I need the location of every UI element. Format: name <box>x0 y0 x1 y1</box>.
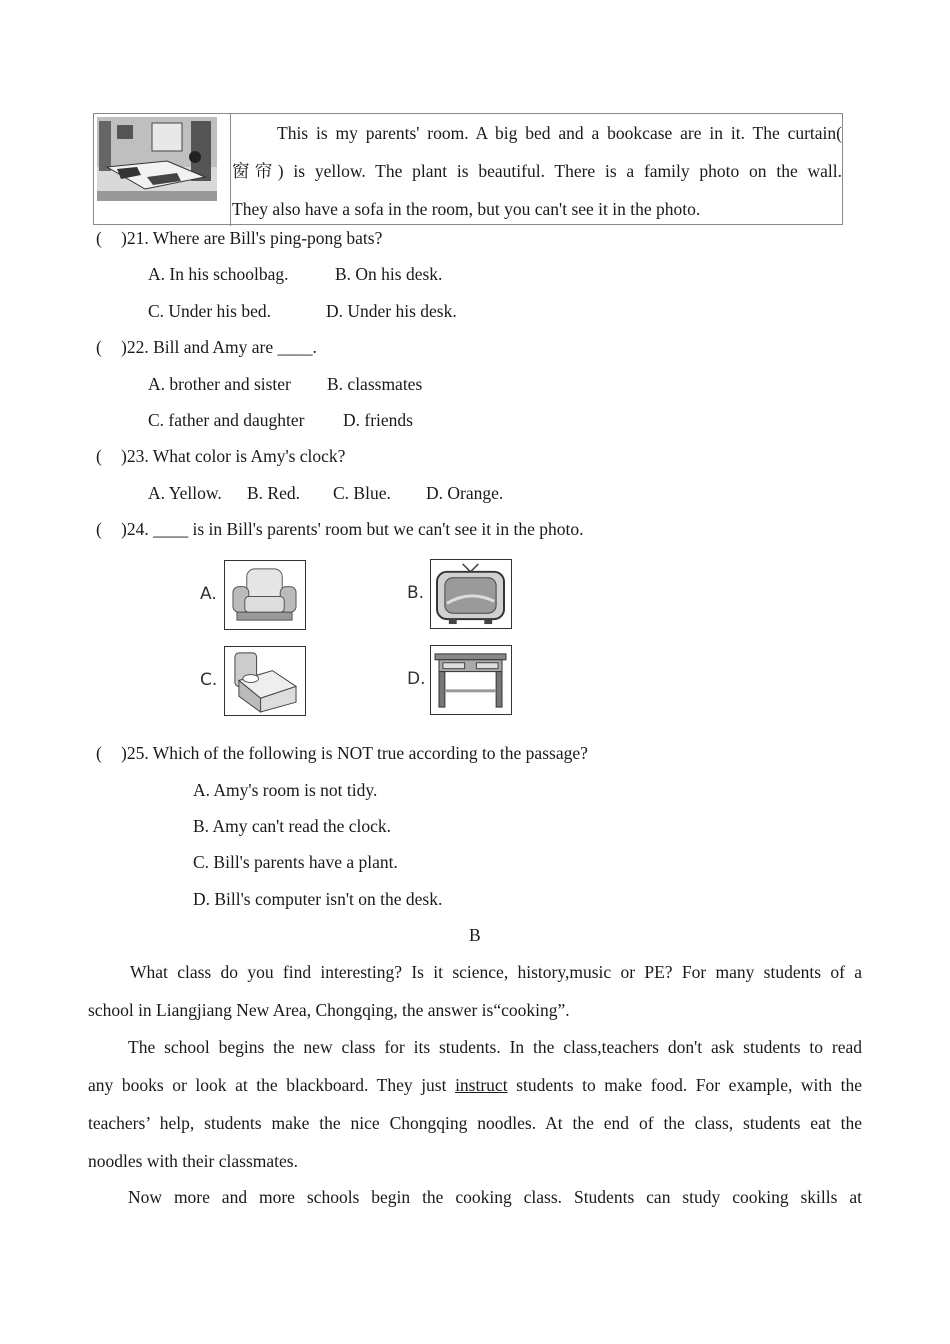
answer-bracket[interactable]: ( <box>96 743 102 763</box>
section-heading: B <box>469 925 481 945</box>
option-c: C. Blue. <box>333 483 391 503</box>
room-photo-cell <box>94 114 231 226</box>
underlined-word: instruct <box>455 1075 508 1095</box>
question-23: )23. What color is Amy's clock? <box>121 446 346 466</box>
paragraph-line <box>88 1066 862 1104</box>
option-b: B. classmates <box>327 374 423 394</box>
answer-bracket[interactable]: ( <box>96 337 102 357</box>
passage-text <box>232 114 842 226</box>
television-icon <box>431 560 510 627</box>
text-run: students to make food. For example, with the <box>507 1075 862 1095</box>
paragraph-line: The school begins the new class for its students. In the class,teachers don't ask students to read <box>128 1037 862 1057</box>
option-a: A. In his schoolbag. <box>148 264 289 284</box>
option-d: D. Under his desk. <box>326 301 457 321</box>
option-a: A. Yellow. <box>148 483 222 503</box>
paragraph-line: Now more and more schools begin the cooking class. Students can study cooking skills at <box>128 1187 862 1207</box>
passage-line: They also have a sofa in the room, but you can't see it in the photo. <box>232 199 701 219</box>
question-24: )24. ____ is in Bill's parents' room but we can't see it in the photo. <box>121 519 584 539</box>
paragraph-1 <box>88 953 862 1029</box>
paragraph-line: What class do you find interesting? Is it science, history,music or PE? For many students of a <box>130 962 862 982</box>
paragraph-3 <box>88 1178 862 1216</box>
option-a: A. brother and sister <box>148 374 291 394</box>
option-d: D. friends <box>343 410 413 430</box>
answer-bracket[interactable]: ( <box>96 446 102 466</box>
answer-bracket[interactable]: ( <box>96 228 102 248</box>
option-c: C. Under his bed. <box>148 301 271 321</box>
option-c: C. Bill's parents have a plant. <box>193 852 398 872</box>
text-run: any books or look at the blackboard. They just <box>88 1075 456 1095</box>
option-a-label: A. <box>200 584 217 604</box>
option-c-image <box>224 646 306 716</box>
answer-bracket[interactable]: ( <box>96 519 102 539</box>
paragraph-2 <box>88 1028 862 1180</box>
option-b: B. Red. <box>247 483 300 503</box>
desk-icon <box>431 646 510 713</box>
option-d: D. Bill's computer isn't on the desk. <box>193 889 443 909</box>
room-photo <box>97 117 217 201</box>
option-b-image <box>430 559 512 629</box>
option-a-image <box>224 560 306 630</box>
question-22: )22. Bill and Amy are ____. <box>121 337 317 357</box>
armchair-icon <box>225 561 304 628</box>
question-21: )21. Where are Bill's ping-pong bats? <box>121 228 383 248</box>
passage-line: This is my parents' room. A big bed and a bookcase are in it. The curtain( <box>277 123 842 143</box>
paragraph-line: school in Liangjiang New Area, Chongqing, the answer is“cooking”. <box>88 1000 570 1020</box>
option-b-label: B. <box>407 583 425 603</box>
option-c-label: C. <box>200 670 218 690</box>
option-a: A. Amy's room is not tidy. <box>193 780 378 800</box>
paragraph-line: teachers’ help, students make the nice Chongqing noodles. At the end of the class, students eat the <box>88 1113 862 1133</box>
option-b: B. Amy can't read the clock. <box>193 816 392 836</box>
option-b: B. On his desk. <box>335 264 443 284</box>
option-d-image <box>430 645 512 715</box>
passage-line: 窗帘) is yellow. The plant is beautiful. There is a family photo on the wall. <box>232 161 842 181</box>
paragraph-line: noodles with their classmates. <box>88 1151 298 1171</box>
bed-icon <box>225 647 304 714</box>
option-d: D. Orange. <box>426 483 504 503</box>
option-d-label: D. <box>407 669 426 689</box>
question-25: )25. Which of the following is NOT true according to the passage? <box>121 743 588 763</box>
passage-table <box>93 113 843 225</box>
option-c: C. father and daughter <box>148 410 305 430</box>
